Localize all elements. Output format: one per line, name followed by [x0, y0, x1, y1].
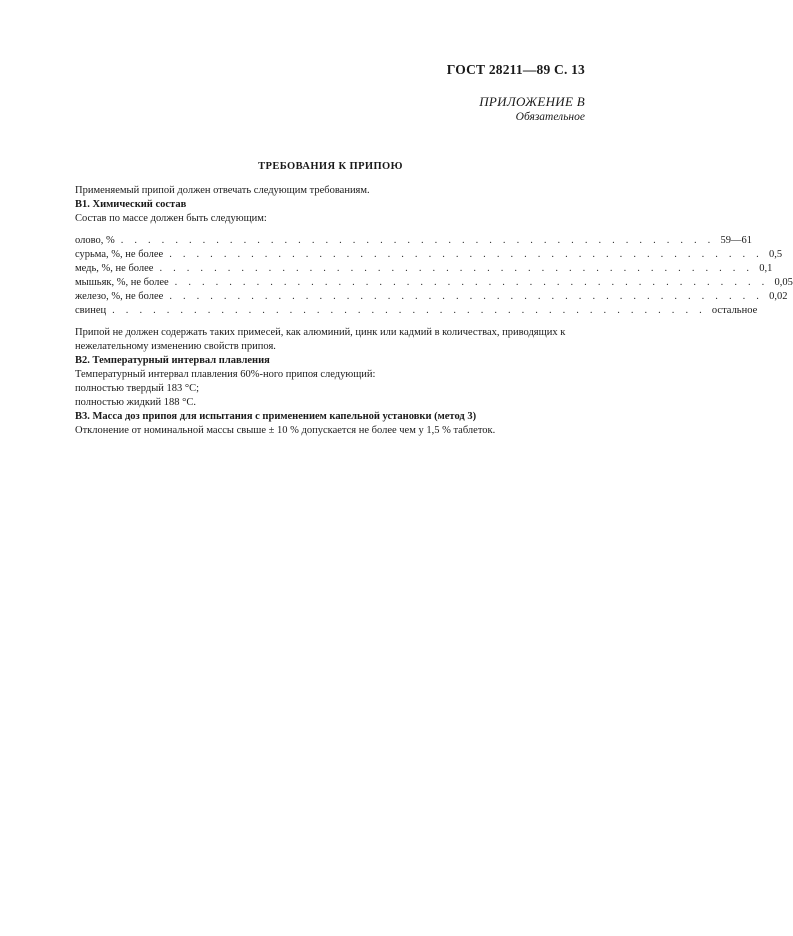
- b2-lead: Температурный интервал плавления 60%-ного припоя следующий:: [75, 369, 376, 380]
- leader-dots: . . . . . . . . . . . . . . . . . . . . . . . . . . . . . . . . . . . . . . . . . . . .: [159, 263, 754, 274]
- composition-row: [75, 290, 788, 304]
- composition-list: [75, 234, 793, 318]
- composition-row: [75, 276, 793, 290]
- b1-lead: Состав по массе должен быть следующим:: [75, 213, 267, 224]
- b3-heading: В3. Масса доз припоя для испытания с применением капельной установки (метод 3): [75, 411, 477, 422]
- composition-value: 0,05: [774, 277, 793, 288]
- composition-value: 0,5: [769, 249, 783, 260]
- leader-dots: . . . . . . . . . . . . . . . . . . . . . . . . . . . . . . . . . . . . . . . . . . . .: [112, 305, 706, 316]
- document-code: ГОСТ 28211—89 С. 13: [446, 62, 585, 77]
- leader-dots: . . . . . . . . . . . . . . . . . . . . . . . . . . . . . . . . . . . . . . . . . . . .: [169, 291, 764, 302]
- composition-value: 0,02: [769, 291, 788, 302]
- composition-label: железо, %, не более: [75, 291, 164, 302]
- document-body: [75, 184, 793, 438]
- composition-row: [75, 304, 758, 318]
- composition-row: [75, 262, 773, 276]
- composition-label: сурьма, %, не более: [75, 249, 164, 260]
- b2-heading: В2. Температурный интервал плавления: [75, 355, 270, 366]
- appendix-status: Обязательное: [515, 111, 585, 123]
- composition-row: [75, 234, 753, 248]
- composition-label: свинец: [75, 305, 107, 316]
- composition-value: 59—61: [720, 235, 753, 246]
- b3-text: Отклонение от номинальной массы свыше ± 10 % допускается не более чем у 1,5 % таблеток.: [75, 425, 496, 436]
- appendix-block: [479, 94, 585, 123]
- composition-row: [75, 248, 783, 262]
- leader-dots: . . . . . . . . . . . . . . . . . . . . . . . . . . . . . . . . . . . . . . . . . . . .: [174, 277, 769, 288]
- intro-paragraph: Применяемый припой должен отвечать следующим требованиям.: [75, 185, 370, 196]
- b2-liquid: полностью жидкий 188 °С.: [75, 397, 196, 408]
- b2-solid: полностью твердый 183 °С;: [75, 383, 200, 394]
- composition-value: 0,1: [759, 263, 773, 274]
- composition-value: остальное: [711, 305, 758, 316]
- b1-heading: В1. Химический состав: [75, 199, 187, 210]
- composition-label: медь, %, не более: [75, 263, 154, 274]
- section-title: ТРЕБОВАНИЯ К ПРИПОЮ: [258, 161, 403, 172]
- leader-dots: . . . . . . . . . . . . . . . . . . . . . . . . . . . . . . . . . . . . . . . . . . . .: [120, 235, 715, 246]
- composition-label: олово, %: [75, 235, 115, 246]
- composition-label: мышьяк, %, не более: [75, 277, 169, 288]
- b1-note: Припой не должен содержать таких примесей, как алюминий, цинк или кадмий в количествах, приводящих к нежелательному изменению свойств припоя.: [75, 327, 566, 352]
- leader-dots: . . . . . . . . . . . . . . . . . . . . . . . . . . . . . . . . . . . . . . . . . . . .: [169, 249, 763, 260]
- appendix-title: ПРИЛОЖЕНИЕ В: [479, 94, 585, 109]
